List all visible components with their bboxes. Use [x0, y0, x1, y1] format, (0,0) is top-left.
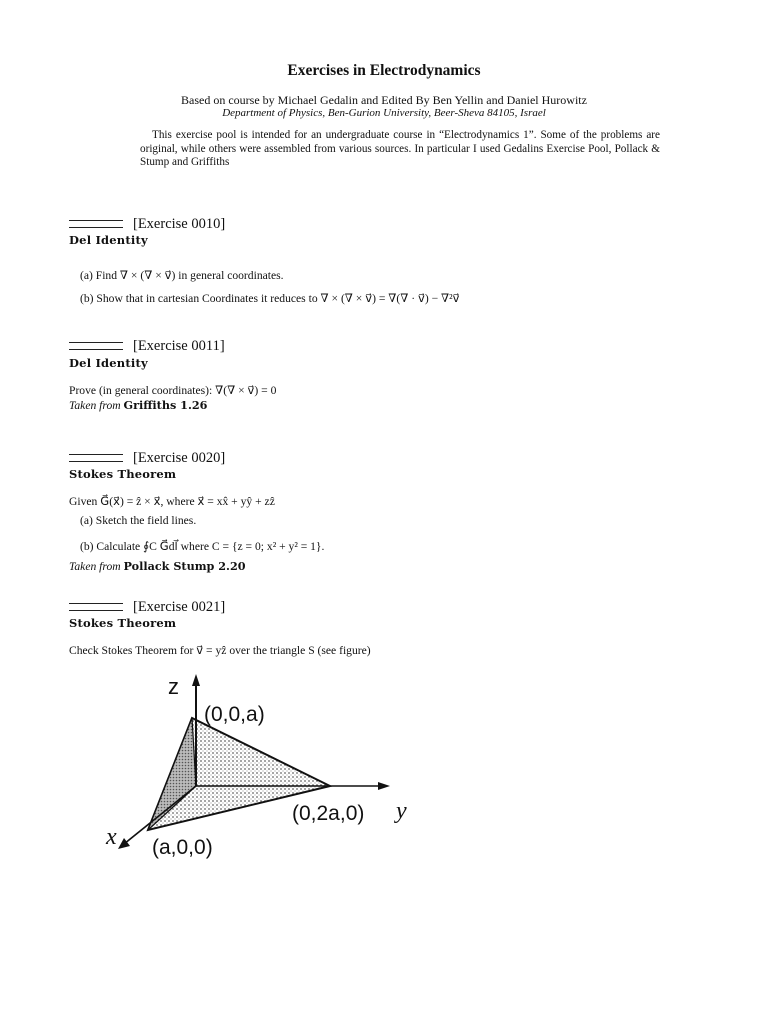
exercise-topic: Del Identity	[69, 233, 148, 247]
z-axis-arrow	[192, 674, 200, 686]
exercise-number: [Exercise 0021]	[133, 599, 226, 615]
source-citation	[69, 559, 246, 573]
point-bottom-label: (a,0,0)	[152, 836, 213, 859]
authors-line: Based on course by Michael Gedalin and Edited By Ben Yellin and Daniel Hurowitz	[181, 93, 587, 107]
exercise-item-b: (b) Show that in cartesian Coordinates it reduces to ∇ × (∇ × v⃗) = ∇(∇ · v⃗) − ∇²v⃗	[80, 292, 460, 305]
source-name: Griffiths 1.26	[123, 398, 208, 412]
exercise-statement: Prove (in general coordinates): ∇(∇ × v⃗) = 0	[69, 384, 277, 397]
exercise-heading	[69, 338, 225, 355]
taken-from-label: Taken from	[69, 560, 121, 573]
triangle-figure	[100, 668, 430, 868]
double-rule	[69, 220, 123, 228]
exercise-number: [Exercise 0010]	[133, 216, 226, 232]
exercise-topic: Del Identity	[69, 356, 148, 370]
source-name: Pollack Stump 2.20	[123, 559, 246, 573]
y-axis-arrow	[378, 782, 390, 790]
exercise-heading	[69, 450, 225, 467]
exercise-item-b: (b) Calculate ∮C G⃗dl⃗ where C = {z = 0; x² + y² = 1}.	[80, 540, 325, 553]
exercise-item-a: (a) Find ∇ × (∇ × v⃗) in general coordinates.	[80, 269, 284, 282]
exercise-topic: Stokes Theorem	[69, 616, 177, 630]
exercise-heading	[69, 599, 225, 616]
axis-x-label: x	[106, 824, 117, 850]
exercise-heading	[69, 216, 225, 233]
exercise-topic: Stokes Theorem	[69, 467, 177, 481]
exercise-statement: Check Stokes Theorem for v⃗ = yẑ over the triangle S (see figure)	[69, 644, 371, 657]
source-citation	[69, 398, 207, 412]
exercise-statement: Given G⃗(x⃗) = ẑ × x⃗, where x⃗ = xx̂ + yŷ + zẑ	[69, 495, 275, 508]
point-right-label: (0,2a,0)	[292, 802, 365, 825]
axis-z-label: z	[168, 674, 179, 699]
point-top-label: (0,0,a)	[204, 703, 265, 726]
double-rule	[69, 603, 123, 611]
department-line: Department of Physics, Ben-Gurion University, Beer-Sheva 84105, Israel	[222, 107, 546, 119]
taken-from-label: Taken from	[69, 399, 121, 412]
exercise-item-a: (a) Sketch the field lines.	[80, 514, 197, 527]
double-rule	[69, 454, 123, 462]
exercise-number: [Exercise 0020]	[133, 450, 226, 466]
axis-y-label: y	[396, 798, 407, 824]
double-rule	[69, 342, 123, 350]
exercise-number: [Exercise 0011]	[133, 338, 225, 354]
page-title: Exercises in Electrodynamics	[287, 62, 481, 79]
abstract-paragraph: This exercise pool is intended for an undergraduate course in “Electrodynamics 1”. Some of the problems are original, while others were assembled from various sources. In particular I used Gedalins Exercise Pool, Pollack & Stump and Griffiths	[140, 129, 660, 168]
